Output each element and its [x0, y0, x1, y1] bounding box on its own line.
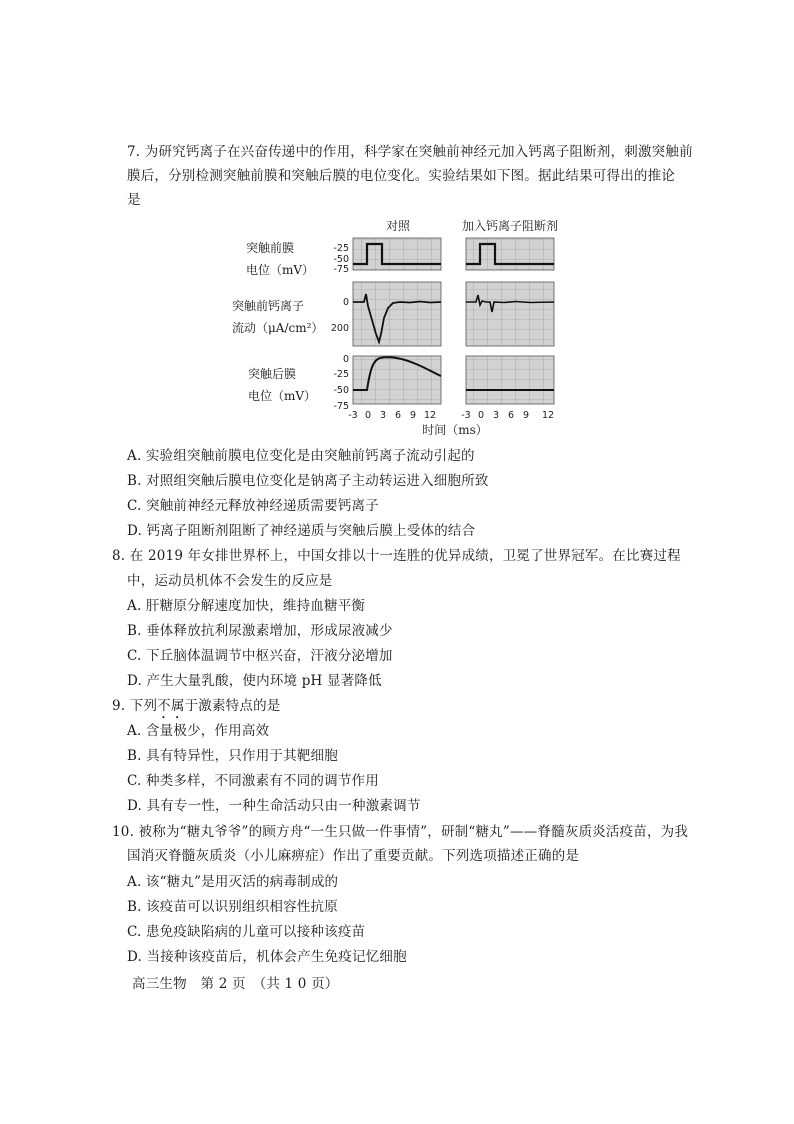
q7-stem-line1: 7. 为研究钙离子在兴奋传递中的作用，科学家在突触前神经元加入钙离子阻断剂，刺激突触前: [127, 144, 693, 160]
panel-r3-control: [353, 356, 441, 404]
r3-tick-75: -75: [333, 401, 349, 412]
q7-option-d: D. 钙离子阻断剂阻断了神经递质与突触后膜上受体的结合: [127, 523, 476, 539]
r3-tick-0: 0: [342, 354, 349, 365]
q9-stem: [112, 696, 280, 722]
row1-label-a: 突触前膜: [246, 241, 295, 255]
q9-stem-suffix: 于激素特点的是: [184, 698, 281, 714]
q7-stem-line2: 膜后，分别检测突触前膜和突触后膜的电位变化。实验结果如下图。据此结果可得出的推论: [127, 168, 675, 184]
r1-tick-75: -75: [333, 264, 349, 275]
x-tick: 3: [379, 410, 387, 421]
q9-option-d: D. 具有专一性，一种生命活动只由一种激素调节: [127, 798, 421, 814]
q7-stem-line3: 是: [127, 192, 141, 208]
q7-option-a: A. 实验组突触前膜电位变化是由突触前钙离子流动引起的: [127, 448, 475, 464]
col-title-control: 对照: [385, 219, 411, 233]
q10-option-d: D. 当接种该疫苗后，机体会产生免疫记忆细胞: [127, 949, 407, 965]
x-tick: 12: [541, 410, 555, 421]
q8-option-c: C. 下丘脑体温调节中枢兴奋，汗液分泌增加: [127, 648, 393, 664]
x-tick: 0: [364, 410, 372, 421]
x-tick: 9: [522, 410, 530, 421]
r2-tick-200: 200: [330, 323, 349, 334]
x-tick: 3: [492, 410, 500, 421]
q9-option-b: B. 具有特异性，只作用于其靶细胞: [127, 748, 338, 764]
col-title-blocker: 加入钙离子阻断剂: [461, 219, 559, 233]
r1-tick-50: -50: [333, 254, 349, 265]
q10-stem-line2: 国消灭脊髓灰质炎（小儿麻痹症）作出了重要贡献。下列选项描述正确的是: [127, 848, 580, 864]
r3-tick-25: -25: [333, 369, 349, 380]
x-tick: 6: [394, 410, 402, 421]
row3-label-b: 电位（mV）: [248, 389, 317, 403]
x-tick: -3: [461, 410, 471, 421]
page-footer: 高三生物 第 2 页 （共 1 0 页）: [132, 976, 339, 992]
experiment-figure: [320, 210, 580, 442]
row2-label-a: 突触前钙离子: [232, 299, 305, 313]
q8-option-d: D. 产生大量乳酸，使内环境 pH 显著降低: [127, 673, 382, 689]
q10-stem-line1: 10. 被称为“糖丸爷爷”的顾方舟“一生只做一件事情”，研制“糖丸”——脊髓灰质炎活疫苗，为我: [112, 824, 689, 840]
r3-tick-50: -50: [333, 385, 349, 396]
q7-option-c: C. 突触前神经元释放神经递质需要钙离子: [127, 498, 379, 514]
x-tick: -3: [348, 410, 358, 421]
q9-stem-prefix: 9. 下列: [112, 698, 158, 714]
q9-option-a: A. 含量极少，作用高效: [127, 723, 270, 739]
x-ticks-blocker: [461, 410, 554, 421]
q10-option-c: C. 患免疫缺陷病的儿童可以接种该疫苗: [127, 924, 366, 940]
q9-stem-emphasis: 不属: [157, 698, 185, 714]
r1-tick-25: -25: [333, 243, 349, 254]
x-tick: 0: [477, 410, 485, 421]
x-tick: 6: [507, 410, 515, 421]
q8-stem-line1: 8. 在 2019 年女排世界杯上，中国女排以十一连胜的优异成绩，卫冕了世界冠军。在比赛过程: [112, 548, 681, 564]
q8-option-a: A. 肝糖原分解速度加快，维持血糖平衡: [127, 598, 366, 614]
panel-r3-blocker: [466, 356, 554, 404]
x-ticks-control: [348, 410, 436, 421]
x-tick: 12: [423, 410, 437, 421]
q10-option-b: B. 该疫苗可以识别组织相容性抗原: [127, 899, 338, 915]
q9-option-c: C. 种类多样，不同激素有不同的调节作用: [127, 773, 379, 789]
row2-label-b: 流动（μA/cm²）: [232, 321, 324, 335]
row3-label-a: 突触后膜: [248, 367, 297, 381]
panel-r2-blocker: [466, 282, 554, 346]
q7-option-b: B. 对照组突触后膜电位变化是钠离子主动转运进入细胞所致: [127, 473, 489, 489]
x-tick: 9: [409, 410, 417, 421]
q8-option-b: B. 垂体释放抗利尿激素增加，形成尿液减少: [127, 623, 393, 639]
row1-label-b: 电位（mV）: [246, 263, 315, 277]
q8-stem-line2: 中，运动员机体不会发生的反应是: [127, 573, 333, 589]
q10-option-a: A. 该“糖丸”是用灭活的病毒制成的: [127, 874, 339, 890]
x-axis-label: 时间（ms）: [422, 423, 488, 437]
panel-r2-control: [353, 282, 441, 346]
r2-tick-0: 0: [342, 297, 349, 308]
